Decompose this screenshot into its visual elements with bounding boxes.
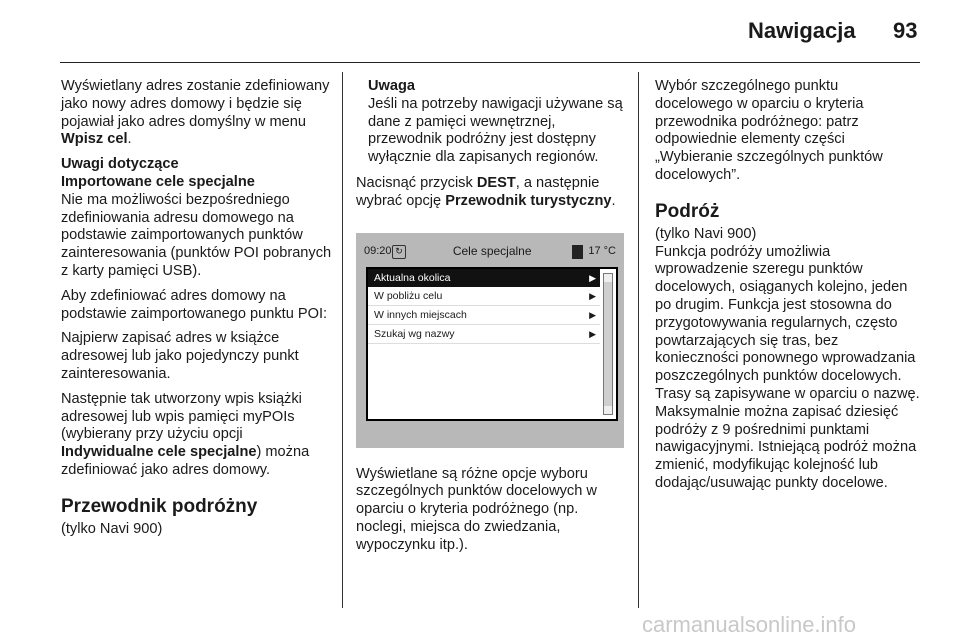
note-title: Uwaga [368,78,416,94]
screen-status-bar [364,241,616,263]
menu-item-other-places[interactable]: W innych miejscach ▶ [368,306,600,325]
clock-label: 09:20 [364,244,392,257]
section-heading: Przewodnik podróżny [61,495,258,517]
section-heading: Podróż [655,200,720,222]
note-title: Uwagi dotyczące [61,156,179,173]
section-title: Nawigacja [748,18,856,43]
paragraph: Wybór szczególnego punktu docelowego w oparciu o kryteria przewodnika podróżnego: patrz odpowiednie elementy części „Wybieranie szczególnych punktów docelowych”. [655,78,883,183]
paragraph: Wyświetlany adres zostanie zdefiniowany jako nowy adres domowy i będzie się pojawiał jako adres domyślny w menu Wpisz cel. [61,78,330,148]
header-divider [60,62,920,63]
screen-illustration [356,233,624,448]
watermark: carmanualsonline.info [642,612,857,637]
menu-item-current-area[interactable]: Aktualna okolica ▶ [368,269,600,287]
arrow-right-icon: ▶ [589,328,596,339]
screen-title: Cele specjalne [452,243,532,258]
note-text: Nie ma możliwości bezpośredniego zdefiniowania adresu domowego na podstawie zaimportowanych punktów zainteresowania (punktów POI pobranych z karty pamięci USB). [61,191,332,279]
paragraph: Następnie tak utworzony wpis książki adresowej lub wpis pamięci myPOIs (wybierany przy użyciu opcji Indywidualne cele specjalne) można zdefiniować jako adres domowy. [61,390,310,478]
arrow-right-icon: ▶ [589,272,596,283]
paragraph: Funkcja podróży umożliwia wprowadzenie szeregu punktów docelowych, osiąganych kolejno, jeden po drugim. Funkcja jest stosowna do przygotowywania regularnych, często powtarzających się tras, bez konieczności ponownego wprowadzania poszczególnych punktów docelowych. Trasy są zapisywane w oparciu o nazwę. Maksymalnie można zapisać dziesięć podróży z 9 pośrednimi punktami nawigacyjnymi. Istniejącą podróż można zmienić, modyfikując kolejność lub dodając/usuwając punkty docelowe. [655,243,920,491]
note-text: Jeśli na potrzeby nawigacji używane są dane z pamięci wewnętrznej, przewodnik podróżny jest dostępny wyłącznie dla zapisanych regionów. [368,95,623,166]
column-divider-1 [342,72,343,608]
note-block [61,156,336,281]
paragraph: Wyświetlane są różne opcje wyboru szczególnych punktów docelowych w oparciu o kryteria podróżnego (np. noclegi, miejsca do zwiedzania, wypoczynku itp.). [356,465,597,553]
navigation-icon: ↻ [392,245,406,259]
arrow-right-icon: ▶ [589,290,596,301]
heading-subtitle: (tylko Navi 900) [61,520,163,537]
heading-subtitle: (tylko Navi 900) [655,225,757,242]
temperature-label: 17 °C [588,244,616,257]
column-divider-2 [638,72,639,608]
note-subtitle: Importowane cele specjalne [61,173,255,190]
column-1 [61,78,336,539]
menu-item-near-destination[interactable]: W pobliżu celu ▶ [368,287,600,306]
phone-icon [572,245,583,259]
screen-menu [366,267,618,421]
arrow-right-icon: ▶ [589,309,596,320]
paragraph: Nacisnąć przycisk DEST, a następnie wybrać opcję Przewodnik turystyczny. [356,174,616,209]
menu-item-search-by-name[interactable]: Szukaj wg nazwy ▶ [368,325,600,344]
column-2 [356,78,628,562]
paragraph: Aby zdefiniować adres domowy na podstawie zaimportowanego punktu POI: [61,287,328,322]
note-block [356,78,628,167]
column-3 [655,78,920,500]
scrollbar[interactable] [603,273,613,415]
page-number: 93 [893,18,918,43]
scrollbar-thumb[interactable] [604,282,612,406]
paragraph: Najpierw zapisać adres w książce adresowej lub jako pojedynczy punkt zainteresowania. [61,330,299,382]
